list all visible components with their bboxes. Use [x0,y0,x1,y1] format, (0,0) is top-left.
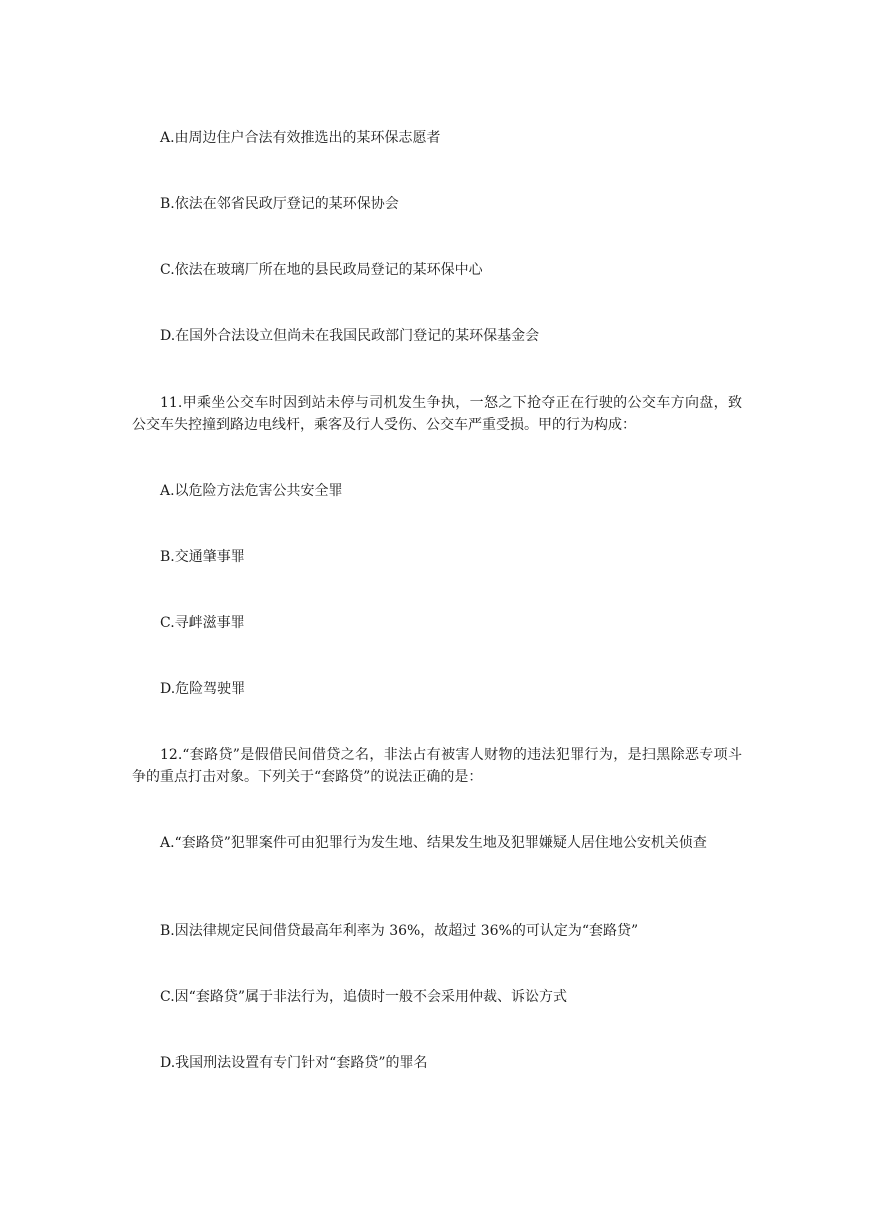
q12-stem: 12.“套路贷”是假借民间借贷之名，非法占有被害人财物的违法犯罪行为，是扫黑除恶专项斗争的重点打击对象。下列关于“套路贷”的说法正确的是： [132,747,742,785]
q12-option-c: C.因“套路贷”属于非法行为，追债时一般不会采用仲裁、诉讼方式 [160,989,567,1005]
q10-option-c: C.依法在玻璃厂所在地的县民政局登记的某环保中心 [160,262,483,278]
q10-option-a: A.由周边住户合法有效推选出的某环保志愿者 [160,130,441,146]
q11-option-b: B.交通肇事罪 [160,549,245,565]
q12-option-a: A.“套路贷”犯罪案件可由犯罪行为发生地、结果发生地及犯罪嫌疑人居住地公安机关侦查 [160,835,707,851]
q11-stem: 11.甲乘坐公交车时因到站未停与司机发生争执，一怒之下抢夺正在行驶的公交车方向盘，致公交车失控撞到路边电线杆，乘客及行人受伤、公交车严重受损。甲的行为构成： [132,395,742,433]
q11-option-d: D.危险驾驶罪 [160,681,246,697]
q11-option-a: A.以危险方法危害公共安全罪 [160,483,343,499]
q12-option-b: B.因法律规定民间借贷最高年利率为 36%，故超过 36%的可认定为“套路贷” [160,923,639,939]
q10-option-b: B.依法在邻省民政厅登记的某环保协会 [160,196,399,212]
q10-option-d: D.在国外合法设立但尚未在我国民政部门登记的某环保基金会 [160,328,540,344]
q12-option-d: D.我国刑法设置有专门针对“套路贷”的罪名 [160,1055,428,1071]
q11-option-c: C.寻衅滋事罪 [160,615,245,631]
